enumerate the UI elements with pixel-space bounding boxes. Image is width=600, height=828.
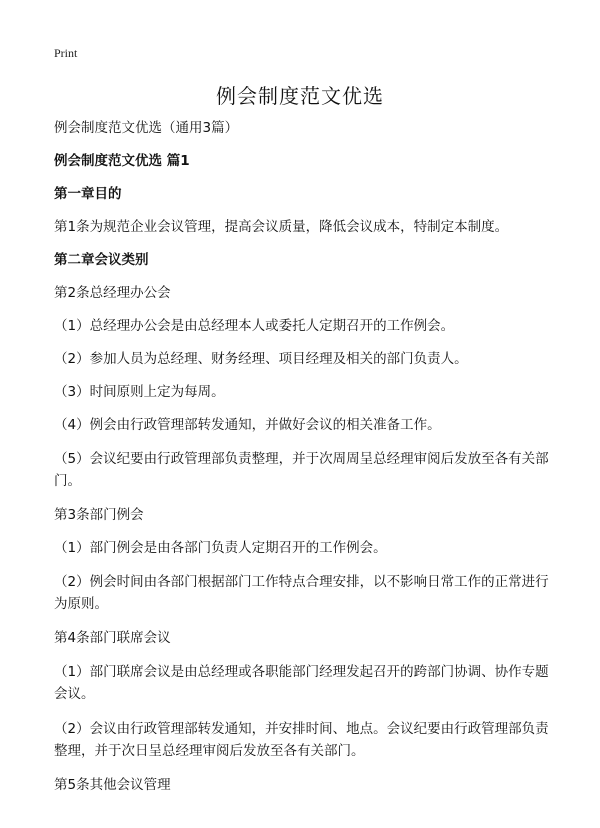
- print-link[interactable]: Print: [54, 46, 78, 60]
- chapter-heading-2: 第二章会议类别: [54, 252, 149, 268]
- article-2-heading: 第2条总经理办公会: [54, 285, 171, 301]
- article-2-item: （2）参加人员为总经理、财务经理、项目经理及相关的部门负责人。: [54, 351, 468, 367]
- article-3-item: （1）部门例会是由各部门负责人定期召开的工作例会。: [54, 540, 387, 556]
- document-body: [54, 118, 554, 808]
- doc-subtitle: 例会制度范文优选（通用3篇）: [54, 120, 239, 136]
- article-1: 第1条为规范企业会议管理，提高会议质量，降低会议成本，特制定本制度。: [54, 219, 509, 235]
- section-title: 例会制度范文优选 篇1: [54, 153, 190, 169]
- page-title: 例会制度范文优选: [216, 84, 384, 108]
- article-5-heading: 第5条其他会议管理: [54, 777, 171, 793]
- article-3-item: （2）例会时间由各部门根据部门工作特点合理安排，以不影响日常工作的正常进行为原则。: [54, 574, 549, 612]
- article-4-item: （2）会议由行政管理部转发通知，并安排时间、地点。会议纪要由行政管理部负责整理，并于次日呈总经理审阅后发放至各有关部门。: [54, 721, 549, 759]
- article-2-item: （4）例会由行政管理部转发通知，并做好会议的相关准备工作。: [54, 417, 441, 433]
- article-3-heading: 第3条部门例会: [54, 507, 144, 523]
- article-2-item: （3）时间原则上定为每周。: [54, 384, 225, 400]
- chapter-heading-1: 第一章目的: [54, 186, 122, 202]
- article-2-item: （1）总经理办公会是由总经理本人或委托人定期召开的工作例会。: [54, 318, 455, 334]
- article-2-item: （5）会议纪要由行政管理部负责整理，并于次周周呈总经理审阅后发放至各有关部门。: [54, 451, 549, 489]
- article-4-item: （1）部门联席会议是由总经理或各职能部门经理发起召开的跨部门协调、协作专题会议。: [54, 664, 549, 702]
- article-4-heading: 第4条部门联席会议: [54, 630, 171, 646]
